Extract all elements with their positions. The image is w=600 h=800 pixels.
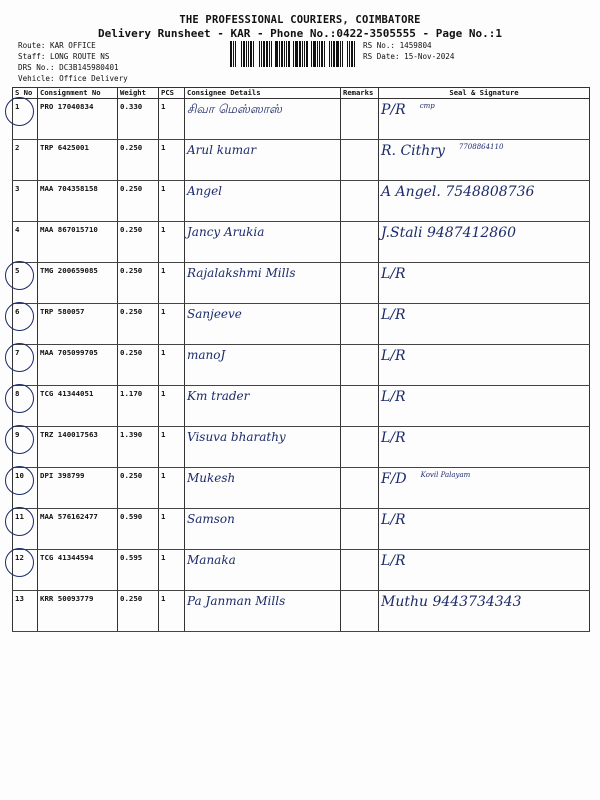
handwritten-circle-mark	[5, 343, 34, 372]
meta-staff: Staff: LONG ROUTE NS	[18, 52, 110, 61]
table-row	[13, 468, 590, 509]
row-weight: 1.170	[118, 386, 159, 427]
row-remarks	[341, 345, 379, 386]
table-header-row	[13, 88, 590, 99]
seal-text: J.Stali 9487412860	[381, 225, 517, 241]
runsheet-meta-left	[18, 40, 128, 84]
row-sno	[13, 181, 38, 222]
row-sno	[13, 140, 38, 181]
row-pcs: 1	[159, 468, 185, 509]
table-row	[13, 386, 590, 427]
barcode-bar	[306, 41, 308, 67]
barcode-bar	[286, 41, 287, 67]
meta-rs-date: RS Date: 15-Nov-2024	[363, 52, 455, 61]
handwritten-circle-mark	[5, 97, 34, 126]
row-consignee: manoJ	[185, 345, 341, 386]
barcode-bar	[349, 41, 350, 67]
row-sno-text: 5	[15, 266, 20, 275]
row-consignment-no: TRZ 140017563	[38, 427, 118, 468]
row-consignment-no: KRR 50093779	[38, 591, 118, 632]
barcode-bar	[271, 41, 272, 67]
barcode-bar	[269, 41, 270, 67]
row-pcs: 1	[159, 263, 185, 304]
table-row	[13, 304, 590, 345]
barcode-bar	[331, 41, 332, 67]
handwritten-circle-mark	[5, 384, 34, 413]
seal-text: L/R	[381, 512, 406, 528]
row-remarks	[341, 591, 379, 632]
table-row	[13, 140, 590, 181]
row-consignment-no: MAA 867015710	[38, 222, 118, 263]
seal-text: A Angel. 7548808736	[381, 184, 535, 200]
row-seal-signature	[379, 550, 590, 591]
row-seal-signature	[379, 304, 590, 345]
row-remarks	[341, 181, 379, 222]
row-consignment-no: DPI 398799	[38, 468, 118, 509]
row-remarks	[341, 304, 379, 345]
row-weight: 0.590	[118, 509, 159, 550]
row-sno-text: 2	[15, 143, 20, 152]
barcode-bar	[279, 41, 280, 67]
col-header-seal: Seal & Signature	[379, 88, 590, 99]
row-seal-signature	[379, 468, 590, 509]
barcode-bar	[243, 41, 245, 67]
col-header-remarks: Remarks	[341, 88, 379, 99]
row-consignee: Arul kumar	[185, 140, 341, 181]
barcode-bar	[253, 41, 254, 67]
table-row	[13, 509, 590, 550]
barcode-bar	[311, 41, 312, 67]
handwritten-circle-mark	[5, 425, 34, 454]
barcode-bar	[263, 41, 265, 67]
row-consignee: Km trader	[185, 386, 341, 427]
row-seal-signature	[379, 263, 590, 304]
row-consignee: சிவா மெஸ்ஸாஸ்	[185, 99, 341, 140]
barcode-bar	[319, 41, 320, 67]
row-sno	[13, 427, 38, 468]
seal-text: L/R	[381, 307, 406, 323]
table-row	[13, 591, 590, 632]
row-remarks	[341, 427, 379, 468]
barcode-bar	[235, 41, 236, 67]
col-header-consignment: Consignment No	[38, 88, 118, 99]
col-header-pcs: PCS	[159, 88, 185, 99]
row-pcs: 1	[159, 550, 185, 591]
row-pcs: 1	[159, 509, 185, 550]
company-title: THE PROFESSIONAL COURIERS, COIMBATORE	[179, 14, 421, 26]
row-seal-signature	[379, 99, 590, 140]
barcode-bar	[284, 41, 285, 67]
barcode-bar	[342, 41, 343, 67]
drs-barcode	[230, 41, 358, 67]
row-sno-text: 13	[15, 594, 24, 603]
barcode-bar	[233, 41, 234, 67]
barcode-bar	[299, 41, 301, 67]
col-header-consignee: Consignee Details	[185, 88, 341, 99]
seal-text: F/D	[381, 471, 407, 487]
barcode-bar	[241, 41, 242, 67]
row-pcs: 1	[159, 181, 185, 222]
row-sno	[13, 468, 38, 509]
meta-route: Route: KAR OFFICE	[18, 41, 96, 50]
row-consignment-no: TMG 200659085	[38, 263, 118, 304]
seal-note: Kovil Palayam	[420, 471, 471, 479]
barcode-bar	[230, 41, 232, 67]
table-row	[13, 345, 590, 386]
row-weight: 0.250	[118, 591, 159, 632]
row-consignment-no: MAA 704358158	[38, 181, 118, 222]
row-sno	[13, 386, 38, 427]
seal-note: cmp	[419, 102, 435, 110]
row-sno-text: 7	[15, 348, 20, 357]
col-header-sno: S No	[13, 88, 38, 99]
row-weight: 0.250	[118, 263, 159, 304]
row-consignment-no: TRP 580057	[38, 304, 118, 345]
row-weight: 0.250	[118, 140, 159, 181]
row-remarks	[341, 222, 379, 263]
row-weight: 0.330	[118, 99, 159, 140]
row-remarks	[341, 550, 379, 591]
row-pcs: 1	[159, 222, 185, 263]
row-seal-signature	[379, 509, 590, 550]
row-sno	[13, 591, 38, 632]
row-sno	[13, 345, 38, 386]
seal-text: L/R	[381, 266, 406, 282]
handwritten-circle-mark	[5, 302, 34, 331]
handwritten-circle-mark	[5, 261, 34, 290]
table-row	[13, 263, 590, 304]
row-seal-signature	[379, 386, 590, 427]
row-weight: 0.250	[118, 222, 159, 263]
seal-text: Muthu 9443734343	[381, 594, 522, 610]
barcode-bar	[321, 41, 323, 67]
barcode-bar	[250, 41, 252, 67]
barcode-bar	[336, 41, 339, 67]
seal-note: 7708864110	[458, 143, 504, 151]
row-weight: 0.250	[118, 304, 159, 345]
seal-text: L/R	[381, 430, 406, 446]
runsheet-table	[12, 87, 590, 632]
row-consignment-no: PRO 17040834	[38, 99, 118, 140]
row-weight: 0.250	[118, 468, 159, 509]
seal-text: L/R	[381, 553, 406, 569]
row-sno	[13, 99, 38, 140]
row-remarks	[341, 386, 379, 427]
row-sno-text: 10	[15, 471, 24, 480]
barcode-bar	[329, 41, 330, 67]
meta-vehicle: Vehicle: Office Delivery	[18, 74, 128, 83]
row-consignment-no: MAA 576162477	[38, 509, 118, 550]
row-consignee: Samson	[185, 509, 341, 550]
barcode-bar	[246, 41, 247, 67]
row-sno-text: 12	[15, 553, 24, 562]
row-sno	[13, 304, 38, 345]
barcode-bar	[288, 41, 290, 67]
barcode-bar	[313, 41, 316, 67]
row-consignee: Pa Janman Mills	[185, 591, 341, 632]
row-consignee: Manaka	[185, 550, 341, 591]
barcode-bar	[351, 41, 353, 67]
meta-drs-no: DRS No.: DC3B145980401	[18, 63, 119, 72]
barcode-bar	[266, 41, 268, 67]
row-sno-text: 4	[15, 225, 20, 234]
row-pcs: 1	[159, 591, 185, 632]
barcode-bar	[261, 41, 262, 67]
row-pcs: 1	[159, 345, 185, 386]
row-sno-text: 11	[15, 512, 24, 521]
barcode-bar	[295, 41, 298, 67]
seal-text: L/R	[381, 389, 406, 405]
row-pcs: 1	[159, 140, 185, 181]
row-consignee: Angel	[185, 181, 341, 222]
seal-text: R. Cithry	[381, 143, 445, 159]
meta-rs-no: RS No.: 1459804	[363, 41, 432, 50]
row-seal-signature	[379, 591, 590, 632]
barcode-bar	[259, 41, 260, 67]
row-remarks	[341, 263, 379, 304]
row-pcs: 1	[159, 99, 185, 140]
row-consignment-no: TRP 6425001	[38, 140, 118, 181]
table-row	[13, 181, 590, 222]
barcode-bar	[293, 41, 294, 67]
row-sno-text: 8	[15, 389, 20, 398]
row-sno-text: 6	[15, 307, 20, 316]
row-pcs: 1	[159, 386, 185, 427]
table-row	[13, 222, 590, 263]
row-sno-text: 3	[15, 184, 20, 193]
row-consignee: Mukesh	[185, 468, 341, 509]
row-seal-signature	[379, 345, 590, 386]
barcode-bar	[302, 41, 303, 67]
row-pcs: 1	[159, 304, 185, 345]
row-seal-signature	[379, 181, 590, 222]
barcode-bar	[354, 41, 355, 67]
col-header-weight: Weight	[118, 88, 159, 99]
barcode-bar	[248, 41, 249, 67]
row-pcs: 1	[159, 427, 185, 468]
row-consignee: Sanjeeve	[185, 304, 341, 345]
row-seal-signature	[379, 140, 590, 181]
barcode-bar	[347, 41, 348, 67]
row-sno-text: 9	[15, 430, 20, 439]
barcode-bar	[317, 41, 318, 67]
row-weight: 0.250	[118, 181, 159, 222]
table-row	[13, 550, 590, 591]
row-weight: 0.595	[118, 550, 159, 591]
seal-text: P/R	[381, 102, 406, 118]
row-seal-signature	[379, 427, 590, 468]
row-consignment-no: TCG 41344051	[38, 386, 118, 427]
row-sno	[13, 509, 38, 550]
table-row	[13, 99, 590, 140]
runsheet-meta-right	[363, 40, 454, 62]
row-consignee: Visuva bharathy	[185, 427, 341, 468]
row-sno-text: 1	[15, 102, 20, 111]
row-sno	[13, 550, 38, 591]
barcode-bar	[333, 41, 335, 67]
row-remarks	[341, 99, 379, 140]
row-remarks	[341, 468, 379, 509]
seal-text: L/R	[381, 348, 406, 364]
barcode-bar	[324, 41, 325, 67]
row-consignment-no: MAA 705099705	[38, 345, 118, 386]
row-weight: 0.250	[118, 345, 159, 386]
row-consignee: Rajalakshmi Mills	[185, 263, 341, 304]
table-row	[13, 427, 590, 468]
row-consignment-no: TCG 41344594	[38, 550, 118, 591]
runsheet-subtitle: Delivery Runsheet - KAR - Phone No.:0422-3505555 - Page No.:1	[98, 27, 502, 40]
row-consignee: Jancy Arukia	[185, 222, 341, 263]
row-sno	[13, 222, 38, 263]
barcode-bar	[281, 41, 283, 67]
row-seal-signature	[379, 222, 590, 263]
row-remarks	[341, 509, 379, 550]
row-weight: 1.390	[118, 427, 159, 468]
row-sno	[13, 263, 38, 304]
barcode-bar	[304, 41, 305, 67]
barcode-bar	[340, 41, 341, 67]
barcode-bar	[275, 41, 278, 67]
row-remarks	[341, 140, 379, 181]
